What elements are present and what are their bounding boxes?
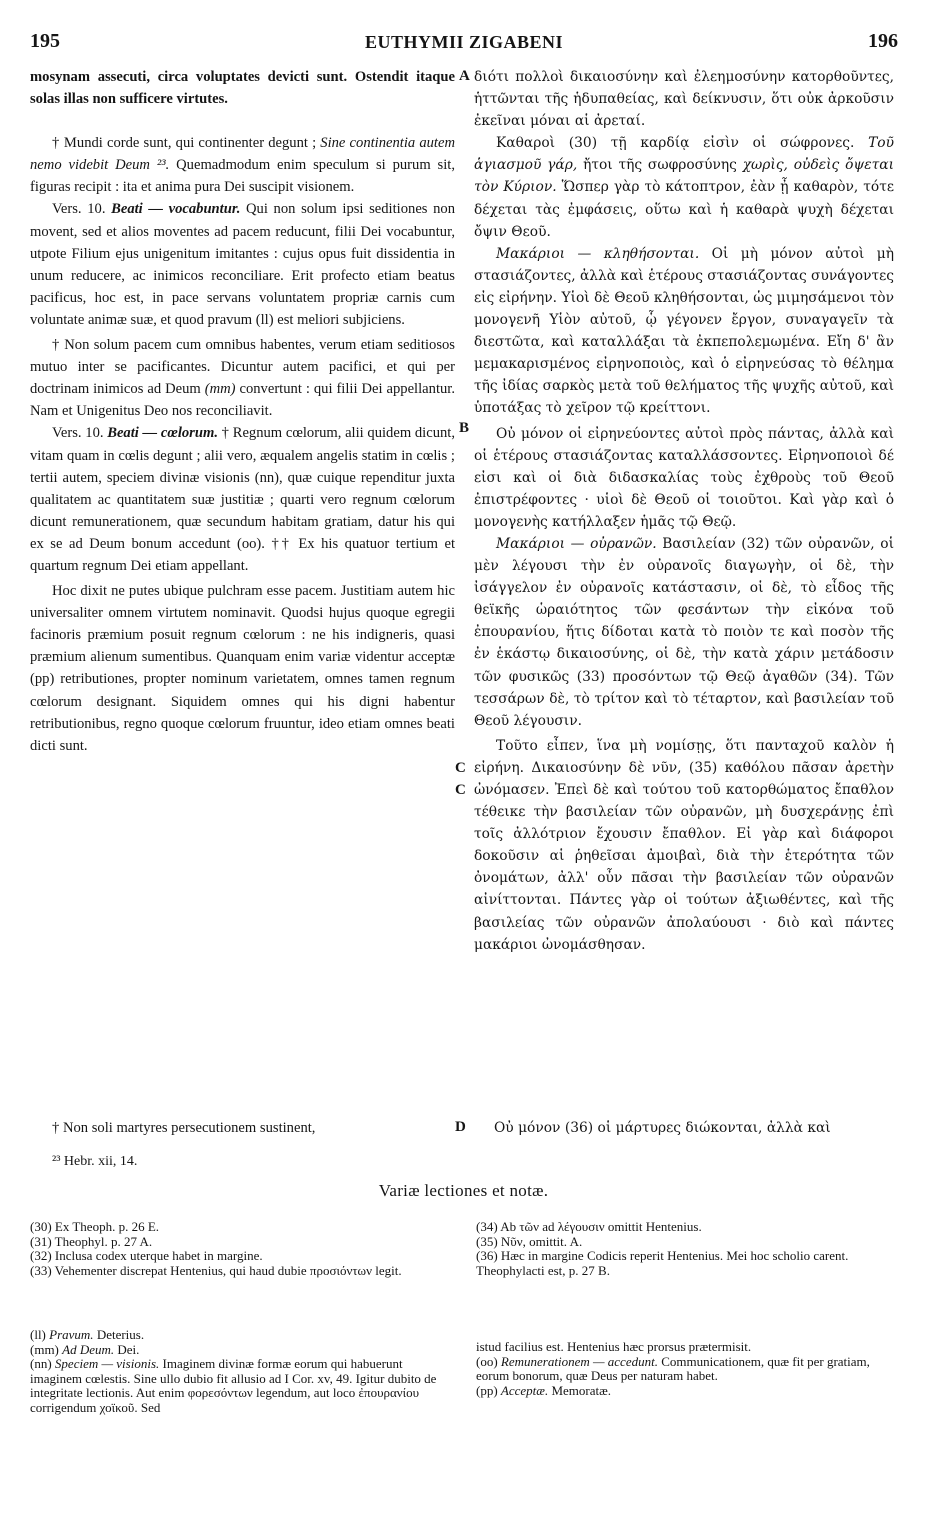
greek-column bbox=[474, 66, 894, 956]
note-label: (mm) bbox=[30, 1341, 63, 1357]
notes-left-top bbox=[30, 1220, 455, 1278]
latin-last-line: † Non soli martyres persecutionem sustinent, bbox=[52, 1120, 316, 1136]
latin-text: Vers. 10. bbox=[52, 201, 112, 218]
greek-last-line: Οὐ μόνον (36) οἱ μάρτυρες διώκονται, ἀλλὰ καὶ bbox=[494, 1120, 831, 1136]
note-item: (33) Vehementer discrepat Hentenius, qui haud dubie προσιόντων legit. bbox=[30, 1262, 402, 1278]
note-lemma: Speciem — visionis. bbox=[54, 1356, 160, 1372]
greek-text: Ὥσπερ γὰρ τὸ κάτοπτρον, ἐὰν ᾖ καθαρὸν, τότε δέχεται τὰς ἐμφάσεις, οὕτω καὶ ἡ καθαρὰ ψυχὴ δέχεται ὄψιν Θεοῦ. bbox=[474, 179, 894, 240]
footnote-reference: ²³ Hebr. xii, 14. bbox=[52, 1154, 138, 1169]
greek-italic: Τοῦ ἁγιασμοῦ γάρ, bbox=[474, 135, 894, 174]
margin-letter-a: A bbox=[459, 68, 470, 84]
greek-italic: Μακάριοι — οὐρανῶν. bbox=[496, 535, 657, 552]
latin-italic: Sine continentia autem nemo videbit Deum ²³. bbox=[30, 135, 456, 174]
note-item: (34) Ab τῶν ad λέγουσιν omittit Hentenius. bbox=[476, 1219, 702, 1234]
note-item bbox=[476, 1355, 896, 1384]
note-item: (31) Theophyl. p. 27 A. bbox=[30, 1233, 153, 1249]
greek-italic: Μακάριοι — κληθήσονται. bbox=[496, 245, 700, 262]
latin-paragraph: Hoc dixit ne putes ubique pulchram esse pacem. Justitiam autem hic universaliter omnem virtutem nominavit. Quodsi hujus quoque egregii facinoris præmium posuit regnum cœlorum : ne his indigneris, quasi præmium alienum sumentibus. Quanquam enim variæ videntur acceptæ (pp) retributiones, propter nominum varietatem, omnes tamen regnum cœlorum designant. Siquidem omnes qui his digni habentur retributionibus, regno quoque cœlorum fruuntur, ideo etiam omnes beati dicti sunt. bbox=[30, 583, 455, 754]
latin-paragraph: mosynam assecuti, circa voluptates devicti sunt. Ostendit itaque solas illas non sufficere virtutes. bbox=[30, 69, 455, 108]
latin-column bbox=[30, 66, 455, 757]
latin-italic: (mm) bbox=[204, 381, 236, 398]
note-label: (oo) bbox=[476, 1353, 501, 1369]
note-item bbox=[476, 1340, 896, 1355]
latin-text: † Mundi corde sunt, qui continenter degunt ; bbox=[52, 135, 321, 152]
note-label: (ll) bbox=[30, 1327, 50, 1342]
note-label: (nn) bbox=[30, 1356, 55, 1372]
notes-left-bottom bbox=[30, 1328, 455, 1416]
margin-letter-c: C bbox=[455, 782, 466, 798]
page-header bbox=[30, 30, 898, 60]
note-text: Deterius. bbox=[93, 1327, 145, 1342]
latin-text: Qui non solum ipsi seditiones non movent, sed et alios moventes ad pacem reducunt, filii Dei vocabuntur, utpote Filium ejus unigenitum imitantes : cujus opus fuit dissidentia in unum reducere, ac inimicos reconciliare. Erit profecto etiam beatus pacificus, hoc est, in pace servans voluntatem propriæ carnis cum voluntate animæ suæ, et quod pravum (ll) est meliori subjiciens. bbox=[30, 201, 456, 328]
note-item bbox=[30, 1343, 455, 1358]
notes-right-top bbox=[476, 1220, 896, 1278]
note-item: (30) Ex Theoph. p. 26 E. bbox=[30, 1219, 160, 1234]
note-label: (pp) bbox=[476, 1382, 501, 1398]
note-lemma: Ad Deum. bbox=[62, 1341, 115, 1357]
latin-italic: Beati — vocabuntur. bbox=[111, 201, 241, 218]
note-text: Dei. bbox=[114, 1341, 140, 1357]
margin-letter-b: B bbox=[459, 420, 470, 436]
variae-lectiones-heading: Variæ lectiones et notæ. bbox=[378, 1181, 549, 1200]
margin-letter-c: C bbox=[455, 760, 466, 776]
margin-letter-d: D bbox=[455, 1119, 466, 1135]
greek-paragraph: Οὐ μόνον οἱ εἰρηνεύοντες αὐτοὶ πρὸς πάντας, ἀλλὰ καὶ οἱ ἑτέρους στασιάζοντας καταλλάσσοντες. Εἰρηνοποιοὶ δέ εἰσι καὶ οἱ διὰ διδασκαλίας τοὺς ἐχθροὺς τοῦ Θεοῦ ἐπιστρέφοντες · υἱοὶ δὲ Θεοῦ οἱ τοιοῦτοι. Καὶ γὰρ καὶ ὁ μονογενὴς κατήλλαξεν ἡμᾶς τῷ Θεῷ. bbox=[474, 425, 894, 530]
notes-right-bottom bbox=[476, 1340, 896, 1398]
latin-text: convertunt : qui filii Dei appellantur. Nam et Unigenitus Deo nos reconciliavit. bbox=[30, 381, 456, 420]
greek-paragraph: διότι πολλοὶ δικαιοσύνην καὶ ἐλεημοσύνην κατορθοῦντες, ἡττῶνται τῆς ἡδυπαθείας, καὶ δείκνυσιν, ὅτι οὐκ ἀρκοῦσιν ἐκεῖναι μόναι αἱ ἀρεταί. bbox=[474, 69, 894, 130]
latin-text: † Regnum cœlorum, alii quidem dicunt, vitam quam in cœlis degunt ; alii vero, æqualem angelis statim in cœlis ; tertii autem, speciem divinæ visionis (nn), quæ cuique rependitur juxta qualitatem ac quantitatem suæ justitiæ ; quarti vero regnum cœlorum dicunt remunerationem, quæ secundum habitam gratiam, datur his qui ex se ad Deum bonum accedunt (oo). †† Ex his quatuor tertium et quartum regnum Dei etiam appellant. bbox=[30, 425, 455, 574]
greek-paragraph bbox=[474, 533, 894, 732]
note-item bbox=[476, 1384, 896, 1399]
greek-text: Οἱ μὴ μόνον αὐτοὶ μὴ στασιάζοντες, ἀλλὰ καὶ ἑτέρους στασιάζοντας συνάγοντες εἰς εἰρήνην. Υἱοὶ δὲ Θεοῦ κληθήσονται, ὡς μιμησάμενοι τὸν μονογενῆ Υἱὸν αὐτοῦ, ᾧ γέγονεν ἔργον, συναγαγεῖν τὰ διεστῶτα, καὶ καταλλάξαι τὰ ἐκπεπολεμωμένα. Εἴη δ' ἂν μεμακαρισμένος εἰρηνοποιὸς, καὶ ὁ εἰρηνεύσας τὸ θέλημα τῆς ἰδίας σαρκὸς μετὰ τοῦ θελήματος τῆς ψυχῆς αὐτοῦ, καὶ ὑποτάξας τὸ χεῖρον τῷ κρείττονι. bbox=[474, 245, 895, 417]
greek-text: Βασιλείαν (32) τῶν οὐρανῶν, οἱ μὲν λέγουσι τὴν ἐν οὐρανοῖς διαγωγὴν, οἱ δὲ, τὴν ἰσάγγελον ἐν οὐρανοῖς κατάστασιν, οἱ δὲ, τὸ εἶδος τῆς θεϊκῆς ὡραιότητος τῶν φεσάντων τὴν εἰκόνα τοῦ ἐπουρανίου, ἥτις δίδοται κατὰ τὸ ποιὸν τε καὶ ποσὸν τῆς ἐν ἑκάστῳ δικαιοσύνης, οἱ δὲ, τὴν κατὰ χάριν μετάδοσιν τῶν φυσικῶς (33) προσόντων τῷ Θεῷ ἀγαθῶν (34). Τῶν τεσσάρων δὲ, τὸ τρίτον καὶ τὸ τέταρτον, καὶ βασιλείαν τοῦ Θεοῦ λέγουσιν. bbox=[474, 535, 894, 729]
latin-paragraph bbox=[30, 422, 455, 577]
latin-text: † Non solum pacem cum omnibus habentes, verum etiam seditiosos mutuo inter se pacificantes. Dicuntur autem pacifici, et qui per doctrinam inimicos ad Deum bbox=[30, 337, 455, 398]
latin-text: Vers. 10. bbox=[52, 425, 108, 442]
greek-paragraph: Τοῦτο εἶπεν, ἵνα μὴ νομίσῃς, ὅτι πανταχοῦ καλὸν ἡ εἰρήνη. Δικαιοσύνην δὲ νῦν, (35) καθόλου πᾶσαν ἀρετὴν ὠνόμασεν. Ἐπεὶ δὲ καὶ τούτου τοῦ κατορθώματος ἔπαθλον τέθεικε τὴν βασιλείαν τῶν οὐρανῶν, μὴ δυσχεράνῃς ἐπὶ τοῖς ἀλλότριον ἔχουσιν ἔπαθλον. Εἰ γὰρ καὶ διάφοροι δοκοῦσιν αἱ ῥηθεῖσαι ἀμοιβαὶ, διὰ τὴν ἑτερότητα τῶν ὀνομάτων, ἀλλ' οὖν πᾶσαι τὴν βασιλείαν τῶν οὐρανῶν αἰνίττονται. Πάντες γὰρ οἱ τούτων ἀξιωθέντες, καὶ τῆς βασιλείας τῶν οὐρανῶν ἀπολαύουσι · διὸ καὶ πάντες μακάριοι ὠνομάσθησαν. bbox=[474, 737, 894, 953]
note-lemma: Acceptæ. bbox=[500, 1382, 549, 1398]
latin-paragraph bbox=[30, 334, 455, 422]
note-text: istud facilius est. Hentenius hæc prorsus prætermisit. bbox=[476, 1339, 752, 1354]
page-number-left: 195 bbox=[30, 30, 60, 52]
running-title: EUTHYMII ZIGABENI bbox=[364, 32, 564, 52]
latin-text: Quemadmodum enim speculum si purum sit, figuras recipit : ita et anima pura Dei suscipit visionem. bbox=[30, 157, 455, 196]
latin-paragraph bbox=[30, 132, 455, 198]
note-text: Memoratæ. bbox=[548, 1382, 612, 1398]
page-number-right: 196 bbox=[868, 30, 898, 52]
note-item: (36) Hæc in margine Codicis reperit Hentenius. Mei hoc scholio carent. Theophylacti est, p. 27 B. bbox=[476, 1248, 849, 1278]
note-item: (32) Inclusa codex uterque habet in margine. bbox=[30, 1248, 263, 1264]
latin-paragraph bbox=[30, 198, 455, 331]
note-text: Communicationem, quæ fit per gratiam, eorum bonorum, quæ Deus per naturam habet. bbox=[476, 1353, 870, 1384]
note-item bbox=[30, 1328, 455, 1343]
greek-italic: χωρὶς, οὐδεὶς ὄψεται τὸν Κύριον. bbox=[474, 157, 894, 196]
note-text: Imaginem divinæ formæ eorum qui habuerunt imaginem cœlestis. Sine ullo dubio fit allusio ad I Cor. xv, 49. Igitur dubito de integritate lectionis. Aut enim φορεσόντων legendum, aut loco ἐπουρανίου corrigendum χοϊκοῦ. Sed bbox=[30, 1356, 437, 1415]
note-item: (35) Νῦν, omittit. A. bbox=[476, 1233, 583, 1249]
latin-italic: Beati — cœlorum. bbox=[107, 425, 218, 442]
greek-paragraph bbox=[474, 132, 894, 242]
note-item bbox=[30, 1357, 455, 1415]
note-lemma: Pravum. bbox=[49, 1327, 94, 1342]
greek-paragraph bbox=[474, 243, 894, 420]
greek-text: Καθαροὶ (30) τῇ καρδίᾳ εἰσὶν οἱ σώφρονες. bbox=[496, 135, 869, 152]
greek-text: ἤτοι τῆς σωφροσύνης bbox=[577, 157, 743, 174]
note-lemma: Remunerationem — accedunt. bbox=[500, 1353, 658, 1369]
